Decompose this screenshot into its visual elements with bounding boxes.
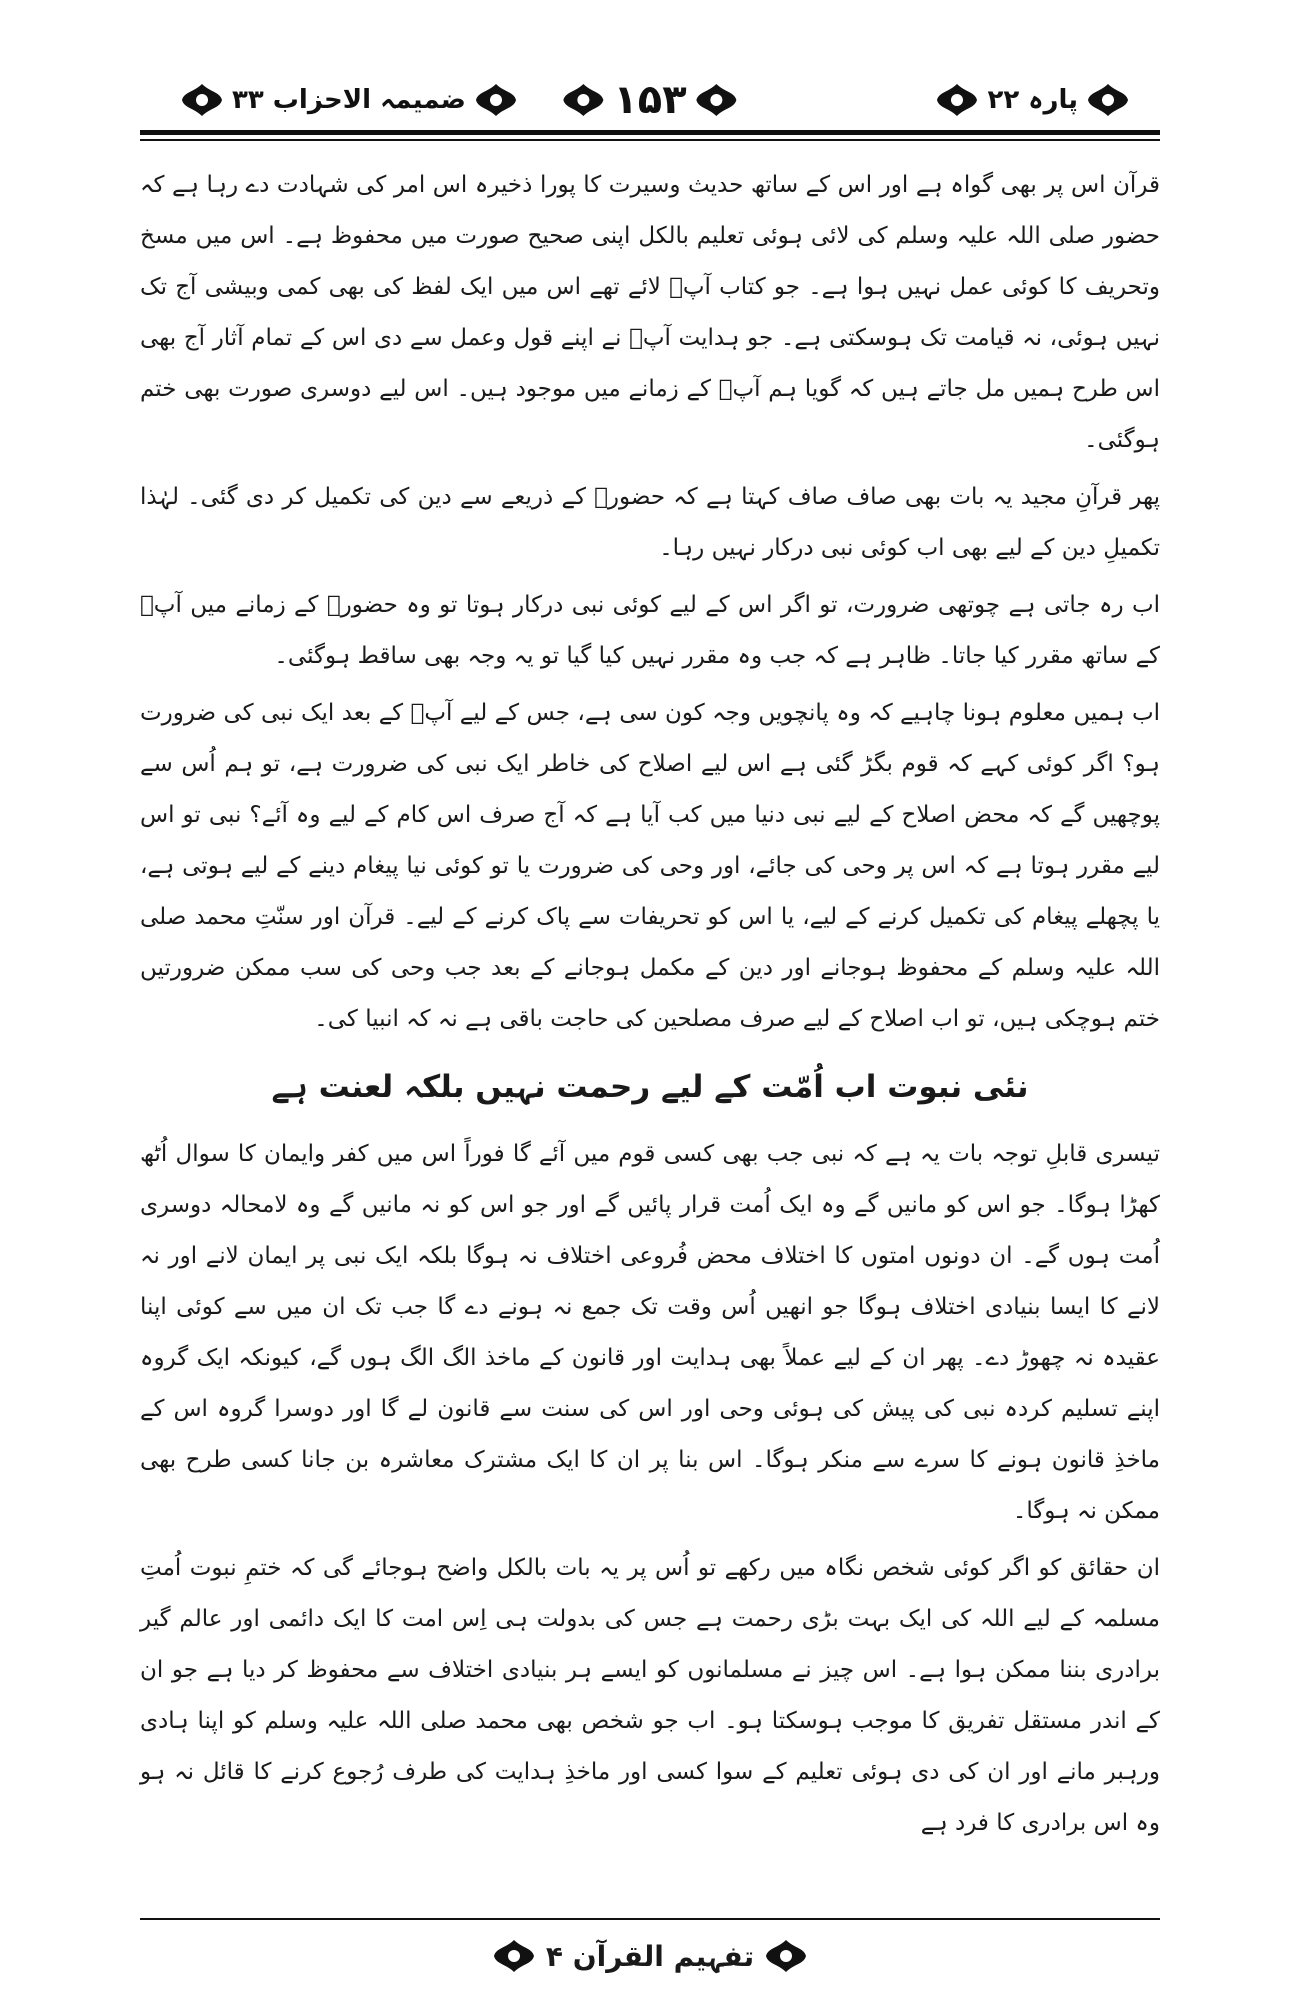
- ornament-icon: [561, 82, 605, 118]
- ornament-icon: [1086, 82, 1130, 118]
- body-text: [140, 160, 1160, 1855]
- para-label: پارہ ۲۲: [987, 85, 1078, 115]
- paragraph: اب ہمیں معلوم ہونا چاہیے کہ وہ پانچویں وجہ کون سی ہے، جس کے لیے آپؐ کے بعد ایک نبی کی ضرورت ہو؟ اگر کوئی کہے کہ قوم بگڑ گئی ہے اس لیے اصلاح کی خاطر ایک نبی کی ضرورت ہے، تو ہم اُس سے پوچھیں گے کہ محض اصلاح کے لیے نبی دنیا میں کب آیا ہے کہ آج صرف اس کام کے لیے وہ آئے؟ نبی تو اس لیے مقرر ہوتا ہے کہ اس پر وحی کی جائے، اور وحی کی ضرورت یا تو کوئی نیا پیغام دینے کے لیے ہوتی ہے، یا پچھلے پیغام کی تکمیل کرنے کے لیے، یا اس کو تحریفات سے پاک کرنے کے لیے۔ قرآن اور سنّتِ محمد صلی اللہ علیہ وسلم کے محفوظ ہوجانے اور دین کے مکمل ہوجانے کے بعد جب وحی کی سب ممکن ضرورتیں ختم ہوچکی ہیں، تو اب اصلاح کے لیے صرف مصلحین کی حاجت باقی ہے نہ کہ انبیا کی۔: [140, 700, 1160, 1032]
- paragraph: تیسری قابلِ توجہ بات یہ ہے کہ نبی جب بھی کسی قوم میں آئے گا فوراً اس میں کفر وایمان کا سوال اُٹھ کھڑا ہوگا۔ جو اس کو مانیں گے وہ ایک اُمت قرار پائیں گے اور جو اس کو نہ مانیں گے وہ لامحالہ دوسری اُمت ہوں گے۔ ان دونوں امتوں کا اختلاف محض فُروعی اختلاف نہ ہوگا بلکہ ایک نبی پر ایمان لانے اور نہ لانے کا ایسا بنیادی اختلاف ہوگا جو انھیں اُس وقت تک جمع نہ ہونے دے گا جب تک ان میں سے کوئی اپنا عقیدہ نہ چھوڑ دے۔ پھر ان کے لیے عملاً بھی ہدایت اور قانون کے ماخذ الگ الگ ہوں گے، کیونکہ ایک گروہ اپنے تسلیم کردہ نبی کی پیش کی ہوئی وحی اور اس کی سنت سے قانون لے گا اور دوسرا گروہ اس کے ماخذِ قانون ہونے کا سرے سے منکر ہوگا۔ اس بنا پر ان کا ایک مشترک معاشرہ بن جانا کسی طرح بھی ممکن نہ ہوگا۔: [140, 1141, 1160, 1524]
- ornament-icon: [764, 1938, 808, 1974]
- paragraph: اب رہ جاتی ہے چوتھی ضرورت، تو اگر اس کے لیے کوئی نبی درکار ہوتا تو وہ حضورؐ کے زمانے میں آپؐ کے ساتھ مقرر کیا جاتا۔ ظاہر ہے کہ جب وہ مقرر نہیں کیا گیا تو یہ وجہ بھی ساقط ہوگئی۔: [140, 592, 1160, 669]
- header-rule: [140, 130, 1160, 135]
- paragraph: ان حقائق کو اگر کوئی شخص نگاہ میں رکھے تو اُس پر یہ بات بالکل واضح ہوجائے گی کہ ختمِ نبوت اُمتِ مسلمہ کے لیے اللہ کی ایک بہت بڑی رحمت ہے جس کی بدولت ہی اِس امت کا ایک دائمی اور عالم گیر برادری بننا ممکن ہوا ہے۔ اس چیز نے مسلمانوں کو ایسے ہر بنیادی اختلاف سے محفوظ کر دیا ہے جو ان کے اندر مستقل تفریق کا موجب ہوسکتا ہو۔ اب جو شخص بھی محمد صلی اللہ علیہ وسلم کو اپنا ہادی ورہبر مانے اور ان کی دی ہوئی تعلیم کے سوا کسی اور ماخذِ ہدایت کی طرف رُجوع کرنے کا قائل نہ ہو وہ اس برادری کا فرد ہے: [140, 1555, 1160, 1836]
- paragraph: پھر قرآنِ مجید یہ بات بھی صاف صاف کہتا ہے کہ حضورؐ کے ذریعے سے دین کی تکمیل کر دی گئی۔ لہٰذا تکمیلِ دین کے لیے بھی اب کوئی نبی درکار نہیں رہا۔: [140, 484, 1160, 561]
- page-number-block: [561, 74, 738, 126]
- footer-rule: [140, 1918, 1160, 1920]
- chapter-label: ضمیمہ الاحزاب ۳۳: [232, 85, 466, 115]
- para-label-block: [935, 74, 1130, 126]
- section-heading: نئی نبوت اب اُمّت کے لیے رحمت نہیں بلکہ لعنت ہے: [271, 1069, 1029, 1105]
- ornament-icon: [935, 82, 979, 118]
- page-header: [140, 70, 1160, 150]
- ornament-icon: [492, 1938, 536, 1974]
- paragraph: قرآن اس پر بھی گواہ ہے اور اس کے ساتھ حدیث وسیرت کا پورا ذخیرہ اس امر کی شہادت دے رہا ہے کہ حضور صلی اللہ علیہ وسلم کی لائی ہوئی تعلیم بالکل اپنی صحیح صورت میں محفوظ ہے۔ اس میں مسخ وتحریف کا کوئی عمل نہیں ہوا ہے۔ جو کتاب آپؐ لائے تھے اس میں ایک لفظ کی بھی کمی وبیشی آج تک نہیں ہوئی، نہ قیامت تک ہوسکتی ہے۔ جو ہدایت آپؐ نے اپنے قول وعمل سے دی اس کے تمام آثار آج بھی اس طرح ہمیں مل جاتے ہیں کہ گویا ہم آپؐ کے زمانے میں موجود ہیں۔ اس لیے دوسری صورت بھی ختم ہوگئی۔: [140, 172, 1160, 453]
- page-footer: [0, 1926, 1300, 1986]
- ornament-icon: [695, 82, 739, 118]
- ornament-icon: [180, 82, 224, 118]
- page-number: ۱۵۳: [613, 77, 687, 123]
- header-rule-thin: [140, 139, 1160, 141]
- ornament-icon: [474, 82, 518, 118]
- footer-title: تفہیم القرآن ۴: [545, 1939, 755, 1973]
- chapter-label-block: [180, 74, 518, 126]
